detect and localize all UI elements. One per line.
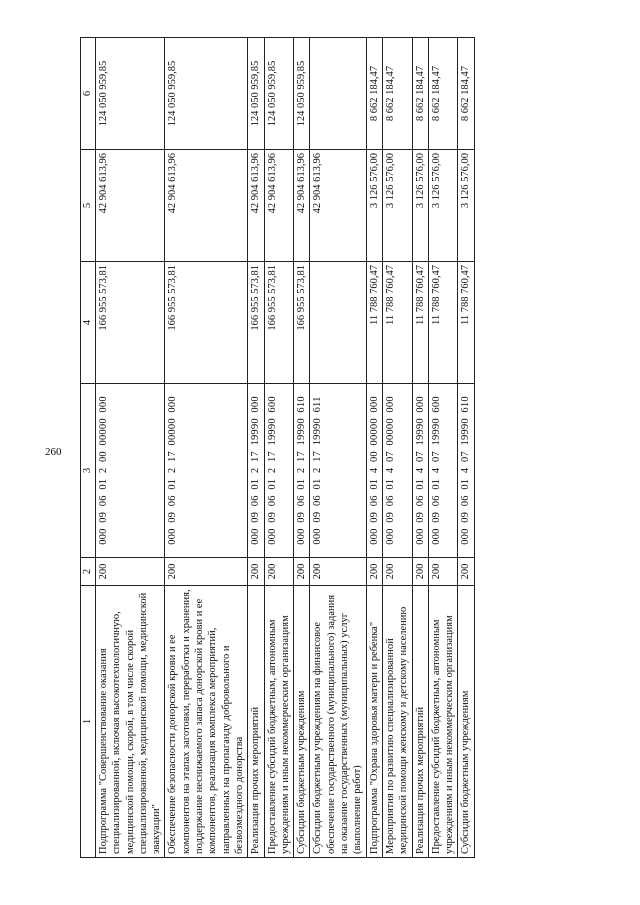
- cell-c2: 200: [294, 558, 310, 586]
- cell-c4: 11 788 760,47: [428, 262, 458, 384]
- cell-c6: 8 662 184,47: [458, 38, 474, 150]
- cell-c4: 166 955 573,81: [96, 262, 165, 384]
- cell-name: Субсидии бюджетным учреждениям на финансовое обеспечение государственного (муниципального) задания на оказание государственных (муниципальных) услуг (выполнение работ): [310, 586, 366, 858]
- table-row: [264, 38, 294, 858]
- cell-c2: 200: [366, 558, 382, 586]
- cell-c5: 3 126 576,00: [428, 150, 458, 262]
- cell-name: Субсидии бюджетным учреждениям: [458, 586, 474, 858]
- table-row: [96, 38, 165, 858]
- cell-c2: 200: [165, 558, 248, 586]
- table-row: [458, 38, 474, 858]
- cell-name: Субсидии бюджетным учреждениям: [294, 586, 310, 858]
- cell-name: Подпрограмма "Охрана здоровья матери и ребенка": [366, 586, 382, 858]
- table-row: [366, 38, 382, 858]
- cell-c5: 3 126 576,00: [412, 150, 428, 262]
- cell-c3: 000 09 06 01 4 07 19990 610: [458, 384, 474, 558]
- cell-c2: 200: [310, 558, 366, 586]
- cell-c3: 000 09 06 01 4 00 00000 000: [366, 384, 382, 558]
- cell-name: Обеспечение безопасности донорской крови и ее компонентов на этапах заготовки, переработки и хранения, поддержание неснижаемого запаса донорской крови и ее компонентов, реализация комплекса мероприятий, направленных на пропаганду добровольного и безвозмездного донорства: [165, 586, 248, 858]
- cell-name: Предоставление субсидий бюджетным, автономным учреждениям и иным некоммерческим организациям: [428, 586, 458, 858]
- cell-c3: 000 09 06 01 2 00 00000 000: [96, 384, 165, 558]
- cell-c4: 11 788 760,47: [412, 262, 428, 384]
- header-cell: 5: [81, 150, 96, 262]
- cell-c3: 000 09 06 01 2 17 19990 000: [248, 384, 264, 558]
- cell-c3: 000 09 06 01 4 07 19990 000: [412, 384, 428, 558]
- rotated-page: [80, 38, 580, 858]
- cell-name: Подпрограмма "Совершенствование оказания специализированной, включая высокотехнологичную, медицинской помощи, скорой, в том числе скорой специализированной, медицинской помощи, медицинской эвакуации": [96, 586, 165, 858]
- cell-c4: 166 955 573,81: [294, 262, 310, 384]
- table-row: [248, 38, 264, 858]
- cell-c3: 000 09 06 01 2 17 00000 000: [165, 384, 248, 558]
- cell-c5: 3 126 576,00: [366, 150, 382, 262]
- cell-c2: 200: [96, 558, 165, 586]
- cell-name: Реализация прочих мероприятий: [248, 586, 264, 858]
- cell-c3: 000 09 06 01 2 17 19990 611: [310, 384, 366, 558]
- cell-name: Мероприятия по развитию специализированной медицинской помощи женскому и детскому населению: [382, 586, 412, 858]
- header-cell: 6: [81, 38, 96, 150]
- cell-c6: 124 050 959,85: [264, 38, 294, 150]
- cell-c2: 200: [428, 558, 458, 586]
- cell-c4: 11 788 760,47: [458, 262, 474, 384]
- cell-c5: 3 126 576,00: [458, 150, 474, 262]
- table-row: [382, 38, 412, 858]
- cell-c6: 124 050 959,85: [294, 38, 310, 150]
- cell-c5: 42 904 613,96: [165, 150, 248, 262]
- table-row: [412, 38, 428, 858]
- cell-c6: 8 662 184,47: [382, 38, 412, 150]
- header-cell: 3: [81, 384, 96, 558]
- cell-c4: [310, 262, 366, 384]
- cell-c6: 8 662 184,47: [366, 38, 382, 150]
- cell-c3: 000 09 06 01 2 17 19990 600: [264, 384, 294, 558]
- budget-table: [80, 37, 475, 858]
- cell-c4: 166 955 573,81: [264, 262, 294, 384]
- cell-c2: 200: [412, 558, 428, 586]
- cell-c6: [310, 38, 366, 150]
- cell-c3: 000 09 06 01 4 07 00000 000: [382, 384, 412, 558]
- table-header-row: [81, 38, 96, 858]
- cell-c4: 166 955 573,81: [248, 262, 264, 384]
- cell-c6: 124 050 959,85: [96, 38, 165, 150]
- table-row: [428, 38, 458, 858]
- cell-c6: 8 662 184,47: [428, 38, 458, 150]
- cell-c6: 124 050 959,85: [248, 38, 264, 150]
- cell-name: Реализация прочих мероприятий: [412, 586, 428, 858]
- table-row: [165, 38, 248, 858]
- cell-c5: 42 904 613,96: [310, 150, 366, 262]
- cell-c2: 200: [382, 558, 412, 586]
- cell-c2: 200: [248, 558, 264, 586]
- cell-c3: 000 09 06 01 2 17 19990 610: [294, 384, 310, 558]
- header-cell: 2: [81, 558, 96, 586]
- cell-c2: 200: [458, 558, 474, 586]
- cell-c5: 42 904 613,96: [248, 150, 264, 262]
- cell-c5: 42 904 613,96: [294, 150, 310, 262]
- table-row: [294, 38, 310, 858]
- cell-c6: 8 662 184,47: [412, 38, 428, 150]
- page-number: 260: [45, 446, 62, 458]
- cell-c2: 200: [264, 558, 294, 586]
- cell-c6: 124 050 959,85: [165, 38, 248, 150]
- cell-c5: 3 126 576,00: [382, 150, 412, 262]
- cell-c4: 166 955 573,81: [165, 262, 248, 384]
- cell-c5: 42 904 613,96: [264, 150, 294, 262]
- cell-name: Предоставление субсидий бюджетным, автономным учреждениям и иным некоммерческим организациям: [264, 586, 294, 858]
- table-row: [310, 38, 366, 858]
- header-cell: 1: [81, 586, 96, 858]
- cell-c4: 11 788 760,47: [382, 262, 412, 384]
- cell-c4: 11 788 760,47: [366, 262, 382, 384]
- cell-c5: 42 904 613,96: [96, 150, 165, 262]
- header-cell: 4: [81, 262, 96, 384]
- cell-c3: 000 09 06 01 4 07 19990 600: [428, 384, 458, 558]
